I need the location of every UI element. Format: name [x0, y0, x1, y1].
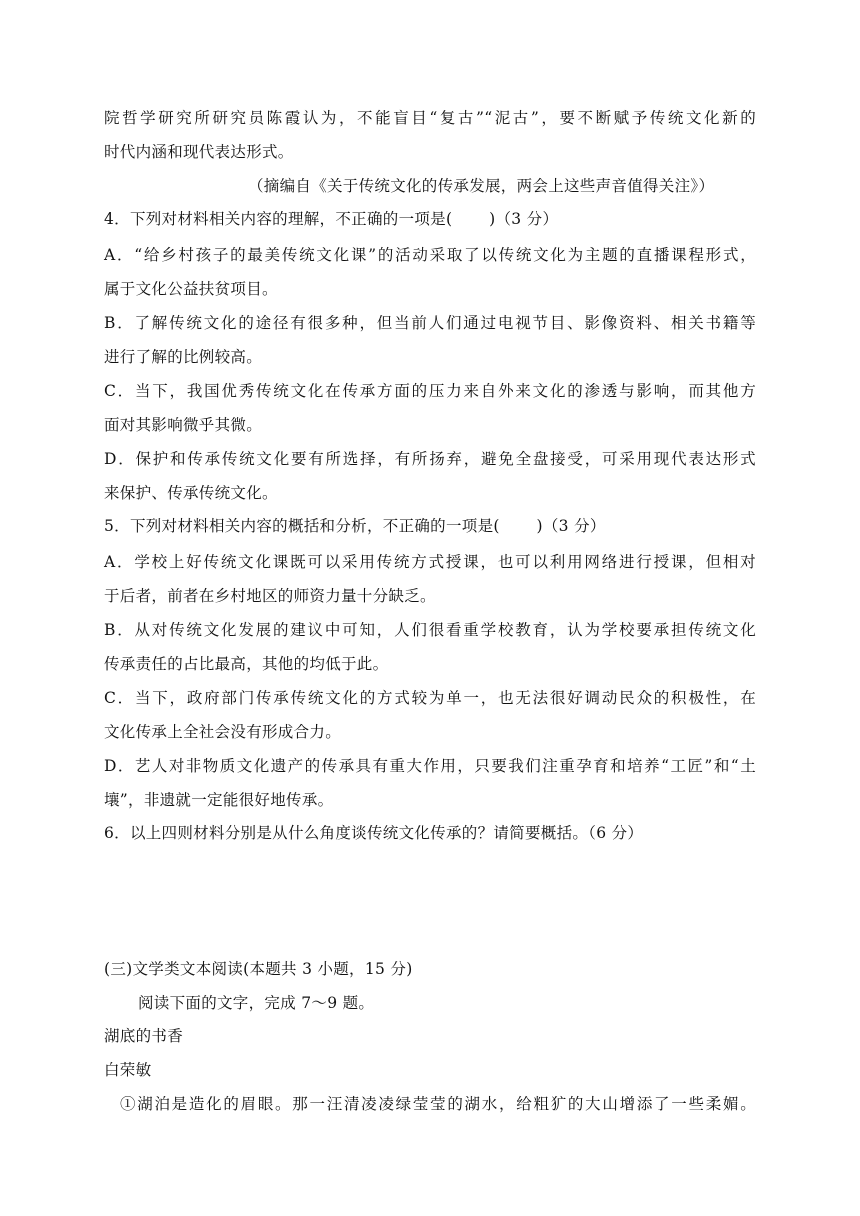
option-d: D．保护和传承传统文化要有所选择，有所扬弃，避免全盘接受，可采用现代表达形式: [104, 450, 756, 468]
option-b-continued: 传承责任的占比最高，其他的均低于此。: [104, 655, 389, 673]
option-a-continued: 属于文化公益扶贫项目。: [104, 280, 278, 298]
option-c: C．当下，我国优秀传统文化在传承方面的压力来自外来文化的渗透与影响，而其他方: [104, 382, 756, 400]
reading-instruction: 阅读下面的文字，完成 7～9 题。: [138, 994, 375, 1012]
option-a: A．“给乡村孩子的最美传统文化课”的活动采取了以传统文化为主题的直播课程形式，: [104, 246, 756, 264]
article-paragraph-1: ①湖泊是造化的眉眼。那一汪清凌凌绿莹莹的湖水，给粗犷的大山增添了一些柔媚。: [120, 1095, 756, 1113]
option-b: B．了解传统文化的途径有很多种，但当前人们通过电视节目、影像资料、相关书籍等: [104, 314, 756, 332]
section-heading: (三)文学类文本阅读(本题共 3 小题，15 分): [104, 960, 413, 978]
option-b: B．从对传统文化发展的建议中可知，人们很看重学校教育，认为学校要承担传统文化: [104, 621, 756, 639]
option-a-continued: 于后者，前者在乡村地区的师资力量十分缺乏。: [104, 587, 436, 605]
passage-line: 时代内涵和现代表达形式。: [104, 143, 294, 161]
question-stem: 4．下列对材料相关内容的理解，不正确的一项是( )（3 分）: [104, 210, 559, 228]
option-d-continued: 来保护、传承传统文化。: [104, 484, 278, 502]
question-stem: 6．以上四则材料分别是从什么角度谈传统文化传承的？请简要概括。（6 分）: [104, 824, 644, 842]
passage-line: 院哲学研究所研究员陈霞认为，不能盲目“复古”“泥古”，要不断赋予传统文化新的: [104, 109, 756, 127]
option-c-continued: 文化传承上全社会没有形成合力。: [104, 723, 342, 741]
article-author: 白荣敏: [104, 1061, 152, 1079]
option-d-continued: 壤”，非遗就一定能很好地传承。: [104, 791, 334, 809]
option-c-continued: 面对其影响微乎其微。: [104, 416, 263, 434]
option-d: D．艺人对非物质文化遗产的传承具有重大作用，只要我们注重孕育和培养“工匠”和“土: [104, 757, 756, 775]
option-a: A．学校上好传统文化课既可以采用传统方式授课，也可以利用网络进行授课，但相对: [104, 553, 756, 571]
article-title: 湖底的书香: [104, 1027, 184, 1045]
source-citation: （摘编自《关于传统文化的传承发展，两会上这些声音值得关注》）: [248, 177, 715, 195]
option-c: C．当下，政府部门传承传统文化的方式较为单一，也无法很好调动民众的积极性，在: [104, 689, 756, 707]
option-b-continued: 进行了解的比例较高。: [104, 348, 263, 366]
question-stem: 5．下列对材料相关内容的概括和分析，不正确的一项是( )（3 分）: [104, 517, 606, 535]
